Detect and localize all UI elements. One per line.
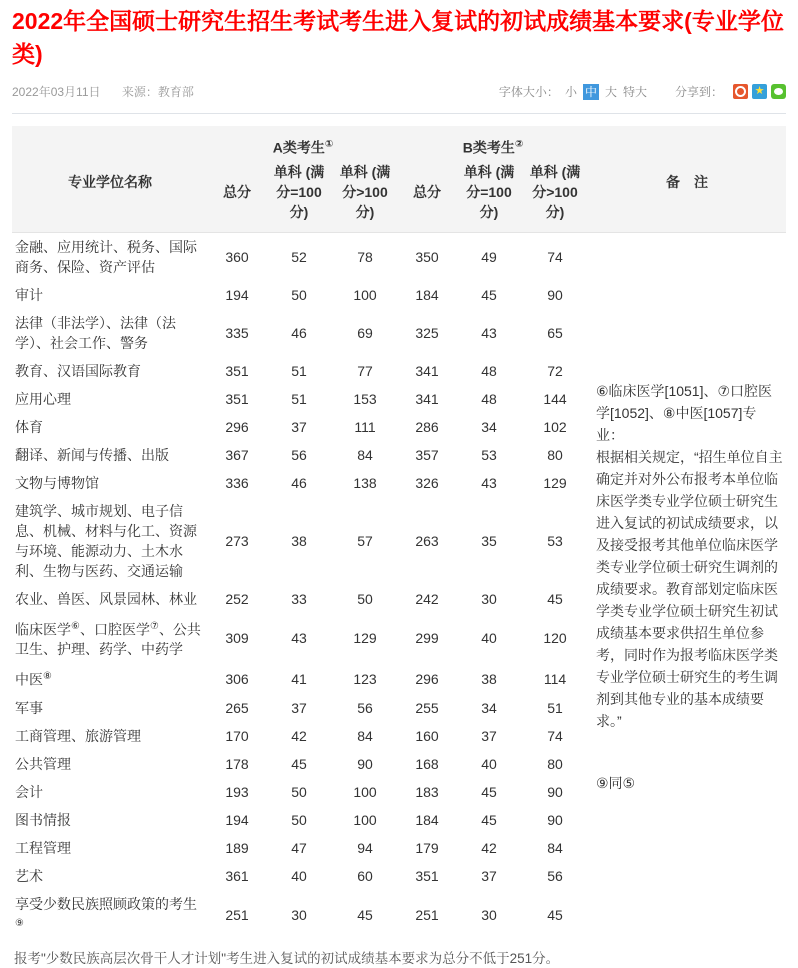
score-cell: 45 — [547, 590, 563, 607]
score-cell: 51 — [291, 362, 307, 379]
program-name: 会计 — [15, 783, 43, 800]
header-group-a: A类考生① — [208, 126, 398, 160]
program-name: 翻译、新闻与传播、出版 — [15, 446, 169, 463]
score-cell: 341 — [415, 362, 439, 379]
score-cell: 84 — [547, 839, 563, 856]
program-name: 中医⑧ — [15, 671, 52, 688]
score-cell: 94 — [357, 839, 373, 856]
score-cell: 80 — [547, 755, 563, 772]
program-name: 教育、汉语国际教育 — [15, 362, 141, 379]
score-cell: 45 — [547, 907, 563, 924]
table-row — [12, 232, 786, 281]
program-name: 享受少数民族照顾政策的考生⑨ — [15, 895, 197, 929]
score-cell: 326 — [415, 474, 439, 491]
score-cell: 80 — [547, 446, 563, 463]
share-weibo-icon[interactable] — [733, 84, 748, 99]
score-cell: 129 — [353, 629, 377, 646]
remark-cell — [588, 232, 786, 940]
font-size-option-xlarge[interactable]: 特大 — [622, 85, 647, 99]
program-name: 法律（非法学）、法律（法学）、社会工作、警务 — [15, 314, 176, 351]
score-cell: 43 — [481, 474, 497, 491]
header-b-single-100: 单科 (满分=100分) — [456, 160, 522, 233]
remark-title: ⑥临床医学[1051]、⑦口腔医学[1052]、⑧中医[1057]专业： — [596, 382, 773, 443]
font-size-control — [499, 83, 647, 100]
share-control — [675, 83, 786, 100]
font-size-option-medium[interactable]: 中 — [584, 85, 597, 99]
score-cell: 336 — [225, 474, 249, 491]
score-cell: 84 — [357, 446, 373, 463]
score-cell: 100 — [353, 286, 377, 303]
score-cell: 33 — [291, 590, 307, 607]
score-cell: 37 — [481, 727, 497, 744]
score-cell: 351 — [415, 867, 439, 884]
header-b-total: 总分 — [398, 160, 456, 233]
meta-bar — [12, 83, 786, 114]
score-cell: 50 — [291, 286, 307, 303]
score-cell: 102 — [543, 418, 567, 435]
score-cell: 50 — [291, 783, 307, 800]
score-cell: 111 — [354, 418, 376, 435]
score-cell: 40 — [291, 867, 307, 884]
score-cell: 306 — [225, 670, 249, 687]
font-size-label: 字体大小： — [498, 85, 559, 99]
score-cell: 114 — [543, 670, 567, 687]
program-name: 军事 — [15, 699, 43, 716]
score-cell: 60 — [357, 867, 373, 884]
score-cell: 56 — [547, 867, 563, 884]
header-a-single-100: 单科 (满分=100分) — [266, 160, 332, 233]
score-cell: 90 — [547, 783, 563, 800]
score-cell: 184 — [415, 811, 439, 828]
score-cell: 170 — [225, 727, 249, 744]
score-cell: 30 — [481, 907, 497, 924]
share-wechat-icon[interactable] — [771, 84, 786, 99]
score-cell: 296 — [225, 418, 249, 435]
score-cell: 47 — [291, 839, 307, 856]
score-cell: 350 — [415, 248, 439, 265]
program-name: 审计 — [15, 286, 43, 303]
program-name: 金融、应用统计、税务、国际商务、保险、资产评估 — [15, 238, 197, 275]
scores-table — [12, 126, 786, 941]
score-cell: 40 — [481, 629, 497, 646]
score-cell: 41 — [291, 670, 307, 687]
score-cell: 45 — [481, 783, 497, 800]
score-cell: 77 — [357, 362, 373, 379]
score-cell: 65 — [547, 324, 563, 341]
program-name: 体育 — [15, 418, 43, 435]
footnote: 报考"少数民族高层次骨干人才计划"考生进入复试的初试成绩基本要求为总分不低于251分。 — [14, 950, 560, 966]
score-cell: 144 — [543, 390, 567, 407]
score-cell: 35 — [481, 532, 497, 549]
program-name: 艺术 — [15, 867, 43, 884]
score-cell: 51 — [291, 390, 307, 407]
score-cell: 46 — [291, 324, 307, 341]
score-cell: 45 — [481, 811, 497, 828]
score-cell: 263 — [415, 532, 439, 549]
score-cell: 123 — [353, 670, 377, 687]
score-cell: 37 — [481, 867, 497, 884]
score-cell: 242 — [415, 590, 439, 607]
share-label: 分享到： — [674, 85, 723, 99]
score-cell: 34 — [481, 418, 497, 435]
score-cell: 45 — [291, 755, 307, 772]
score-cell: 251 — [225, 907, 249, 924]
score-cell: 309 — [225, 629, 249, 646]
score-cell: 40 — [481, 755, 497, 772]
score-cell: 129 — [543, 474, 567, 491]
score-cell: 360 — [225, 248, 249, 265]
score-cell: 361 — [225, 867, 249, 884]
program-name: 工程管理 — [15, 839, 71, 856]
score-cell: 255 — [415, 699, 439, 716]
score-cell: 138 — [353, 474, 377, 491]
score-cell: 37 — [291, 418, 307, 435]
header-a-total: 总分 — [208, 160, 266, 233]
share-qzone-icon[interactable]: ★ — [752, 84, 767, 99]
page-title: 2022年全国硕士研究生招生考试考生进入复试的初试成绩基本要求(专业学位类) — [12, 8, 784, 67]
score-cell: 53 — [547, 532, 563, 549]
program-name: 图书情报 — [15, 811, 71, 828]
score-cell: 90 — [547, 811, 563, 828]
score-cell: 286 — [415, 418, 439, 435]
score-cell: 45 — [357, 907, 373, 924]
program-name: 公共管理 — [15, 755, 71, 772]
score-cell: 120 — [543, 629, 567, 646]
score-cell: 183 — [415, 783, 439, 800]
program-name: 应用心理 — [15, 390, 71, 407]
publish-date: 2022年03月11日 — [12, 85, 101, 99]
score-cell: 265 — [225, 699, 249, 716]
score-cell: 357 — [415, 446, 439, 463]
score-cell: 43 — [291, 629, 307, 646]
font-size-option-large[interactable]: 大 — [604, 85, 617, 99]
score-cell: 74 — [547, 248, 563, 265]
score-cell: 251 — [415, 907, 439, 924]
score-cell: 57 — [357, 532, 373, 549]
score-cell: 74 — [547, 727, 563, 744]
score-cell: 100 — [353, 811, 377, 828]
remark-body: 根据相关规定，“招生单位自主确定并对外公布报考本单位临床医学类专业学位硕士研究生进入复试的初试成绩要求，以及接受报考其他单位临床医学类专业学位硕士研究生调剂的成绩要求。教育部划定临床医学类专业学位硕士研究生初试成绩基本要求供招生单位参考，同时作为报考临床医学类专业学位硕士研究生的考生调剂到其他专业的基本成绩要求。” — [596, 448, 783, 729]
score-cell: 335 — [225, 324, 249, 341]
footnote-marker-1: ① — [324, 139, 334, 150]
score-cell: 194 — [225, 811, 249, 828]
score-cell: 42 — [481, 839, 497, 856]
header-remark: 备 注 — [588, 126, 786, 232]
score-cell: 69 — [357, 324, 373, 341]
score-cell: 367 — [225, 446, 249, 463]
score-cell: 299 — [415, 629, 439, 646]
score-cell: 38 — [291, 532, 307, 549]
score-cell: 34 — [481, 699, 497, 716]
score-cell: 296 — [415, 670, 439, 687]
score-cell: 48 — [481, 362, 497, 379]
score-cell: 56 — [357, 699, 373, 716]
source-label: 来源：教育部 — [121, 85, 194, 99]
score-cell: 50 — [291, 811, 307, 828]
score-cell: 42 — [291, 727, 307, 744]
score-cell: 351 — [225, 390, 249, 407]
score-cell: 46 — [291, 474, 307, 491]
footnote-marker-2: ② — [514, 139, 524, 150]
score-cell: 78 — [357, 248, 373, 265]
score-cell: 184 — [415, 286, 439, 303]
header-program-name: 专业学位名称 — [12, 126, 208, 232]
score-cell: 50 — [357, 590, 373, 607]
score-cell: 90 — [357, 755, 373, 772]
score-cell: 53 — [481, 446, 497, 463]
score-cell: 273 — [225, 532, 249, 549]
score-cell: 51 — [547, 699, 563, 716]
header-group-b: B类考生② — [398, 126, 588, 160]
score-cell: 252 — [225, 590, 249, 607]
score-cell: 56 — [291, 446, 307, 463]
score-cell: 178 — [225, 755, 249, 772]
score-cell: 168 — [415, 755, 439, 772]
score-cell: 52 — [291, 248, 307, 265]
remark-note9: ⑨同⑤ — [596, 774, 636, 791]
font-size-option-small[interactable]: 小 — [564, 85, 577, 99]
score-cell: 341 — [415, 390, 439, 407]
program-name: 文物与博物馆 — [15, 474, 99, 491]
program-name: 工商管理、旅游管理 — [15, 727, 141, 744]
score-cell: 38 — [481, 670, 497, 687]
score-cell: 193 — [225, 783, 249, 800]
program-name: 临床医学⑥、口腔医学⑦、公共卫生、护理、药学、中药学 — [15, 620, 201, 658]
score-cell: 37 — [291, 699, 307, 716]
score-cell: 153 — [353, 390, 377, 407]
article-meta — [12, 83, 212, 100]
program-name: 农业、兽医、风景园林、林业 — [15, 590, 197, 607]
header-a-single-gt100: 单科 (满分>100分) — [332, 160, 398, 233]
score-cell: 189 — [225, 839, 249, 856]
score-cell: 194 — [225, 286, 249, 303]
score-cell: 30 — [291, 907, 307, 924]
header-b-single-gt100: 单科 (满分>100分) — [522, 160, 588, 233]
score-cell: 160 — [415, 727, 439, 744]
score-cell: 48 — [481, 390, 497, 407]
program-name: 建筑学、城市规划、电子信息、机械、材料与化工、资源与环境、能源动力、土木水利、生物与医药、交通运输 — [15, 502, 197, 579]
score-cell: 325 — [415, 324, 439, 341]
score-cell: 351 — [225, 362, 249, 379]
score-cell: 84 — [357, 727, 373, 744]
score-cell: 179 — [415, 839, 439, 856]
score-cell: 49 — [481, 248, 497, 265]
score-cell: 90 — [547, 286, 563, 303]
score-cell: 72 — [547, 362, 563, 379]
score-cell: 100 — [353, 783, 377, 800]
score-cell: 43 — [481, 324, 497, 341]
score-cell: 45 — [481, 286, 497, 303]
score-cell: 30 — [481, 590, 497, 607]
